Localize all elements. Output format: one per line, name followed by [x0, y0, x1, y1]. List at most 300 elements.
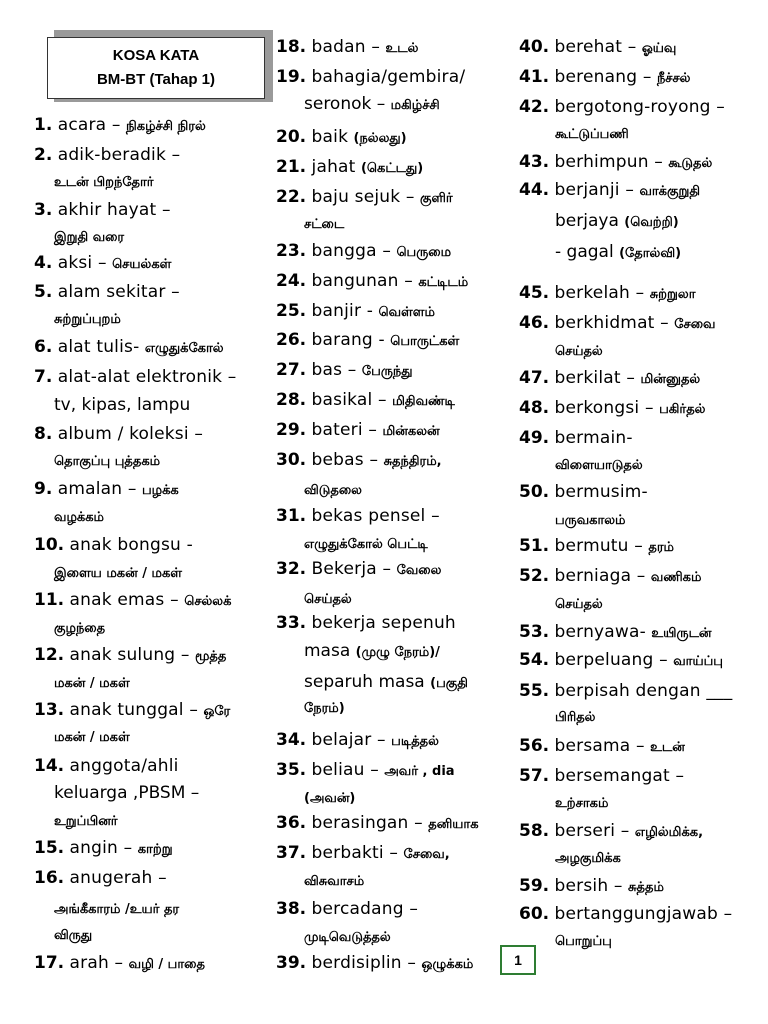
entry-number: 5.: [34, 282, 53, 302]
vocab-entry: [519, 901, 732, 929]
tamil-meaning: அங்கீகாரம் /உயர் தர: [54, 902, 180, 917]
vocab-continuation-line: [555, 789, 608, 817]
tamil-meaning: மின்னுதல்: [640, 372, 701, 387]
vocab-entry: [519, 395, 705, 423]
vocab-continuation-line: [304, 923, 391, 951]
vocab-entry: [34, 697, 230, 725]
malay-word: anak tunggal –: [69, 700, 199, 720]
malay-word: amalan –: [57, 479, 137, 499]
vocab-continuation-line: [555, 927, 612, 955]
tamil-meaning: (முழு நேரம்)/: [355, 645, 440, 660]
malay-word: bermutu –: [554, 536, 643, 556]
vocab-entry: [519, 149, 712, 177]
vocab-entry: [276, 268, 468, 296]
vocab-entry: [519, 873, 664, 901]
vocab-continuation-line: [54, 447, 160, 475]
entry-number: 34.: [276, 730, 307, 750]
malay-word: angin –: [69, 838, 133, 858]
vocab-entry: [34, 753, 179, 781]
vocab-continuation-line: [555, 590, 603, 618]
entry-number: 57.: [519, 766, 550, 786]
malay-word: bersemangat –: [554, 766, 685, 786]
vocab-continuation-line: [304, 784, 355, 812]
malay-word: anak sulung –: [69, 645, 190, 665]
vocab-continuation-line: [54, 559, 182, 587]
vocab-entry: [276, 417, 440, 445]
malay-word: Bekerja –: [311, 559, 392, 579]
tamil-meaning: குளிர்: [420, 191, 453, 206]
entry-number: 21.: [276, 157, 307, 177]
title-line-2: BM-BT (Tahap 1): [96, 71, 216, 88]
malay-word: berehat –: [554, 37, 637, 57]
tamil-meaning: செய்தல்: [555, 597, 603, 612]
malay-word: tv, kipas, lampu: [54, 395, 191, 415]
vocab-continuation-line: [54, 614, 105, 642]
vocab-continuation-line: [54, 223, 124, 251]
malay-word: baik: [311, 127, 349, 147]
tamil-meaning: நீச்சல்: [656, 71, 691, 86]
entry-number: 54.: [519, 650, 550, 670]
vocab-entry: [519, 619, 712, 647]
vocab-entry: [276, 387, 455, 415]
entry-number: 22.: [276, 187, 307, 207]
entry-number: 35.: [276, 760, 307, 780]
tamil-meaning: (வெற்றி): [624, 215, 679, 230]
vocab-entry: [34, 364, 237, 392]
vocab-entry: [34, 835, 173, 863]
tamil-meaning: சுற்றுப்புறம்: [54, 312, 121, 327]
entry-number: 47.: [519, 368, 550, 388]
vocab-continuation-line: [555, 120, 629, 148]
vocab-continuation-line: [54, 392, 190, 418]
tamil-meaning: சுதந்திரம்,: [383, 454, 442, 469]
vocab-entry: [34, 642, 226, 670]
vocab-continuation-line: [304, 530, 428, 558]
tamil-meaning: தனியாக: [428, 817, 479, 832]
vocab-entry: [276, 810, 479, 838]
entry-number: 48.: [519, 398, 550, 418]
malay-word: bernyawa-: [554, 622, 646, 642]
vocab-continuation-line: [54, 305, 121, 333]
entry-number: 46.: [519, 313, 550, 333]
vocab-entry: [276, 447, 442, 475]
vocab-continuation-line: [304, 210, 344, 238]
malay-word: adik-beradik –: [57, 145, 181, 165]
vocab-entry: [34, 142, 180, 170]
tamil-meaning: முடிவெடுத்தல்: [304, 930, 391, 945]
entry-number: 50.: [519, 482, 550, 502]
vocab-continuation-line: [54, 807, 118, 835]
vocab-entry: [276, 184, 453, 212]
malay-word: berseri –: [554, 821, 630, 841]
vocab-entry: [519, 425, 633, 453]
entry-number: 29.: [276, 420, 307, 440]
tamil-meaning: கட்டிடம்: [418, 275, 469, 290]
entry-number: 15.: [34, 838, 65, 858]
entry-number: 24.: [276, 271, 307, 291]
vocab-entry: [519, 479, 648, 507]
vocab-entry: [519, 533, 674, 561]
vocab-entry: [519, 94, 725, 122]
entry-number: 8.: [34, 424, 53, 444]
tamil-meaning: மின்கலன்: [382, 424, 440, 439]
tamil-meaning: எழுதுக்கோல்: [144, 341, 224, 356]
vocab-entry: [34, 112, 206, 140]
tamil-meaning: அழகுமிக்க: [555, 851, 621, 866]
tamil-meaning: ஒரே: [203, 704, 231, 719]
vocab-entry: [34, 334, 224, 362]
entry-number: 31.: [276, 506, 307, 526]
vocab-entry: [276, 503, 440, 531]
tamil-meaning: குழந்தை: [54, 621, 106, 636]
tamil-meaning: நேரம்): [304, 701, 345, 716]
entry-number: 59.: [519, 876, 550, 896]
vocab-continuation-line: [54, 921, 92, 949]
vocab-continuation-line: [54, 780, 199, 806]
vocab-entry: [276, 298, 435, 326]
vocab-entry: [276, 34, 418, 62]
malay-word: berbakti –: [311, 843, 399, 863]
entry-number: 49.: [519, 428, 550, 448]
entry-number: 2.: [34, 145, 53, 165]
entry-number: 42.: [519, 97, 550, 117]
vocab-entry: [276, 124, 407, 152]
tamil-meaning: செயல்கள்: [112, 257, 172, 272]
vocab-entry: [34, 476, 179, 504]
entry-number: 25.: [276, 301, 307, 321]
malay-word: bahagia/gembira/: [311, 67, 466, 87]
vocab-entry: [276, 610, 456, 638]
vocab-continuation-line: [54, 895, 179, 923]
vocab-continuation-line: [54, 168, 154, 196]
entry-number: 32.: [276, 559, 307, 579]
malay-word: berkelah –: [554, 283, 645, 303]
vocab-entry: [34, 532, 193, 560]
vocab-entry: [276, 154, 423, 182]
tamil-meaning: செல்லக்: [184, 594, 232, 609]
vocab-continuation-line: [304, 585, 352, 613]
malay-word: bersih –: [554, 876, 623, 896]
vocab-entry: [276, 357, 413, 385]
entry-number: 20.: [276, 127, 307, 147]
malay-word: anugerah –: [69, 868, 167, 888]
title-line-1: KOSA KATA: [112, 47, 200, 64]
malay-word: badan –: [311, 37, 381, 57]
malay-word: masa: [304, 641, 351, 661]
tamil-meaning: ஒழுக்கம்: [421, 957, 474, 972]
malay-word: bebas –: [311, 450, 379, 470]
tamil-meaning: சுற்றுலா: [649, 287, 696, 302]
malay-word: anak emas –: [69, 590, 179, 610]
entry-number: 37.: [276, 843, 307, 863]
vocab-entry: [34, 421, 203, 449]
tamil-meaning: எழில்மிக்க,: [634, 825, 704, 840]
malay-word: bangga –: [311, 241, 392, 261]
tamil-meaning: உறுப்பினர்: [54, 814, 118, 829]
malay-word: barang -: [311, 330, 385, 350]
vocab-continuation-line: [555, 844, 621, 872]
entry-number: 11.: [34, 590, 65, 610]
tamil-meaning: பகிர்தல்: [659, 402, 706, 417]
malay-word: bateri –: [311, 420, 378, 440]
tamil-meaning: வெள்ளம்: [378, 305, 435, 320]
malay-word: alat-alat elektronik –: [57, 367, 237, 387]
vocab-continuation-line: [555, 239, 681, 267]
malay-word: berenang –: [554, 67, 652, 87]
vocab-entry: [519, 818, 703, 846]
vocab-entry: [519, 647, 723, 675]
entry-number: 1.: [34, 115, 53, 135]
malay-word: baju sejuk –: [311, 187, 415, 207]
tamil-meaning: உடல்: [385, 41, 419, 56]
tamil-meaning: கூடுதல்: [668, 156, 713, 171]
tamil-meaning: பொருட்கள்: [390, 334, 460, 349]
entry-number: 41.: [519, 67, 550, 87]
malay-word: keluarga ,PBSM –: [54, 783, 200, 803]
malay-word: akhir hayat –: [57, 200, 171, 220]
malay-word: bekerja sepenuh: [311, 613, 456, 633]
tamil-meaning: உற்சாகம்: [555, 796, 609, 811]
entry-number: 40.: [519, 37, 550, 57]
malay-word: aksi –: [57, 253, 107, 273]
tamil-meaning: நிகழ்ச்சி நிரல்: [126, 119, 206, 134]
malay-word: jahat: [311, 157, 356, 177]
tamil-meaning: சேவை: [674, 317, 716, 332]
entry-number: 58.: [519, 821, 550, 841]
tamil-meaning: சுத்தம்: [628, 880, 664, 895]
vocab-entry: [276, 556, 441, 584]
tamil-meaning: வாய்ப்பு: [673, 654, 723, 669]
vocab-continuation-line: [555, 451, 643, 479]
tamil-meaning: காற்று: [137, 842, 173, 857]
entry-number: 17.: [34, 953, 65, 973]
vocab-continuation-line: [54, 669, 130, 697]
entry-number: 14.: [34, 756, 65, 776]
entry-number: 28.: [276, 390, 307, 410]
malay-word: berjaya: [555, 211, 619, 231]
entry-number: 13.: [34, 700, 65, 720]
vocab-entry: [276, 896, 418, 924]
malay-word: berkilat –: [554, 368, 636, 388]
malay-word: beliau –: [311, 760, 379, 780]
vocab-continuation-line: [555, 208, 679, 236]
malay-word: album / koleksi –: [57, 424, 204, 444]
tamil-meaning: வழக்கம்: [54, 510, 104, 525]
vocab-continuation-line: [304, 91, 440, 119]
vocab-entry: [519, 763, 684, 791]
vocab-entry: [34, 950, 205, 978]
vocab-entry: [276, 727, 439, 755]
vocab-continuation-line: [304, 694, 345, 722]
malay-word: berniaga –: [554, 566, 646, 586]
vocab-entry: [519, 34, 676, 62]
vocab-entry: [519, 310, 715, 338]
entry-number: 18.: [276, 37, 307, 57]
malay-word: - gagal: [555, 242, 614, 262]
page-number: 1: [500, 945, 536, 975]
entry-number: 27.: [276, 360, 307, 380]
tamil-meaning: விசுவாசம்: [304, 874, 365, 889]
tamil-meaning: (தோல்வி): [619, 246, 682, 261]
malay-word: anak bongsu -: [69, 535, 193, 555]
tamil-meaning: விளையாடுதல்: [555, 458, 643, 473]
tamil-meaning: வேலை: [396, 563, 442, 578]
tamil-meaning: விருது: [54, 928, 93, 943]
entry-number: 53.: [519, 622, 550, 642]
entry-number: 38.: [276, 899, 307, 919]
tamil-meaning: மகிழ்ச்சி: [390, 98, 440, 113]
tamil-meaning: மகன் / மகள்: [54, 730, 130, 745]
tamil-meaning: (கெட்டது): [360, 161, 424, 176]
entry-number: 12.: [34, 645, 65, 665]
tamil-meaning: (அவன்): [304, 791, 356, 806]
vocab-entry: [519, 563, 701, 591]
malay-word: separuh masa: [304, 672, 425, 692]
vocab-continuation-line: [304, 638, 440, 666]
entry-number: 26.: [276, 330, 307, 350]
malay-word: alam sekitar –: [57, 282, 180, 302]
vocab-entry: [34, 250, 171, 278]
entry-number: 52.: [519, 566, 550, 586]
entry-number: 19.: [276, 67, 307, 87]
tamil-meaning: வணிகம்: [650, 570, 702, 585]
tamil-meaning: இளைய மகன் / மகள்: [54, 566, 183, 581]
malay-word: belajar –: [311, 730, 386, 750]
malay-word: bangunan –: [311, 271, 413, 291]
tamil-meaning: படித்தல்: [391, 734, 439, 749]
malay-word: seronok –: [304, 94, 386, 114]
tamil-meaning: ஓய்வு: [641, 41, 677, 56]
vocab-continuation-line: [304, 476, 362, 504]
entry-number: 39.: [276, 953, 307, 973]
entry-number: 7.: [34, 367, 53, 387]
tamil-meaning: செய்தல்: [555, 344, 603, 359]
malay-word: berjanji –: [554, 180, 635, 200]
tamil-meaning: வழி / பாதை: [128, 957, 205, 972]
entry-number: 44.: [519, 180, 550, 200]
entry-number: 10.: [34, 535, 65, 555]
malay-word: banjir -: [311, 301, 374, 321]
malay-word: bermain-: [554, 428, 633, 448]
tamil-meaning: உடன் பிறந்தோர்: [54, 175, 154, 190]
malay-word: berkongsi –: [554, 398, 654, 418]
title-box: [47, 37, 265, 99]
tamil-meaning: பெருமை: [396, 245, 452, 260]
vocab-continuation-line: [54, 723, 130, 751]
tamil-meaning: மூத்த: [195, 649, 227, 664]
malay-word: berasingan –: [311, 813, 423, 833]
vocab-continuation-line: [54, 503, 104, 531]
malay-word: bekas pensel –: [311, 506, 440, 526]
vocab-entry: [276, 238, 451, 266]
malay-word: acara –: [57, 115, 121, 135]
malay-word: berpisah dengan ___: [554, 681, 733, 701]
tamil-meaning: இறுதி வரை: [54, 230, 125, 245]
vocab-entry: [34, 197, 171, 225]
malay-word: basikal –: [311, 390, 387, 410]
vocab-entry: [519, 64, 690, 92]
tamil-meaning: (நல்லது): [353, 131, 407, 146]
entry-number: 6.: [34, 337, 53, 357]
vocab-entry: [519, 733, 685, 761]
tamil-meaning: செய்தல்: [304, 592, 352, 607]
tamil-meaning: கூட்டுப்பணி: [555, 127, 629, 142]
entry-number: 56.: [519, 736, 550, 756]
vocab-entry: [519, 280, 695, 308]
tamil-meaning: விடுதலை: [304, 483, 362, 498]
tamil-meaning: பழக்க: [141, 483, 179, 498]
entry-number: 3.: [34, 200, 53, 220]
tamil-meaning: தொகுப்பு புத்தகம்: [54, 454, 161, 469]
entry-number: 16.: [34, 868, 65, 888]
malay-word: bersama –: [554, 736, 645, 756]
entry-number: 30.: [276, 450, 307, 470]
tamil-meaning: பருவகாலம்: [555, 513, 626, 528]
tamil-meaning: சட்டை: [304, 217, 345, 232]
tamil-meaning: தரம்: [648, 540, 675, 555]
malay-word: bas –: [311, 360, 357, 380]
tamil-meaning: உடன்: [650, 740, 685, 755]
malay-word: alat tulis-: [57, 337, 140, 357]
tamil-meaning: பிரிதல்: [555, 710, 596, 725]
malay-word: berpeluang –: [554, 650, 668, 670]
vocab-entry: [276, 840, 450, 868]
vocab-entry: [519, 678, 732, 706]
tamil-meaning: சேவை,: [403, 847, 450, 862]
entry-number: 33.: [276, 613, 307, 633]
entry-number: 60.: [519, 904, 550, 924]
malay-word: berkhidmat –: [554, 313, 669, 333]
tamil-meaning: உயிருடன்: [651, 626, 712, 641]
vocab-entry: [276, 757, 455, 785]
vocab-entry: [519, 365, 700, 393]
vocab-continuation-line: [304, 867, 364, 895]
vocab-entry: [34, 587, 231, 615]
tamil-meaning: (பகுதி: [430, 676, 468, 691]
entry-number: 45.: [519, 283, 550, 303]
entry-number: 9.: [34, 479, 53, 499]
tamil-meaning: பேருந்து: [361, 364, 413, 379]
entry-number: 23.: [276, 241, 307, 261]
tamil-meaning: அவர் , dia: [384, 764, 455, 779]
vocab-entry: [276, 327, 459, 355]
vocab-entry: [34, 865, 167, 893]
vocab-entry: [519, 177, 700, 205]
vocab-continuation-line: [304, 669, 468, 697]
malay-word: berdisiplin –: [311, 953, 417, 973]
tamil-meaning: மிதிவண்டி: [392, 394, 455, 409]
malay-word: bertanggungjawab –: [554, 904, 733, 924]
vocab-entry: [276, 950, 473, 978]
malay-word: arah –: [69, 953, 124, 973]
vocab-continuation-line: [555, 506, 626, 534]
malay-word: anggota/ahli: [69, 756, 179, 776]
tamil-meaning: மகன் / மகள்: [54, 676, 130, 691]
entry-number: 51.: [519, 536, 550, 556]
vocab-entry: [34, 279, 180, 307]
entry-number: 43.: [519, 152, 550, 172]
malay-word: berhimpun –: [554, 152, 663, 172]
malay-word: bergotong-royong –: [554, 97, 725, 117]
tamil-meaning: பொறுப்பு: [555, 934, 612, 949]
tamil-meaning: எழுதுக்கோல் பெட்டி: [304, 537, 428, 552]
vocab-continuation-line: [555, 337, 603, 365]
malay-word: bercadang –: [311, 899, 419, 919]
vocab-entry: [276, 64, 465, 92]
vocab-continuation-line: [555, 703, 595, 731]
malay-word: bermusim-: [554, 482, 648, 502]
entry-number: 4.: [34, 253, 53, 273]
